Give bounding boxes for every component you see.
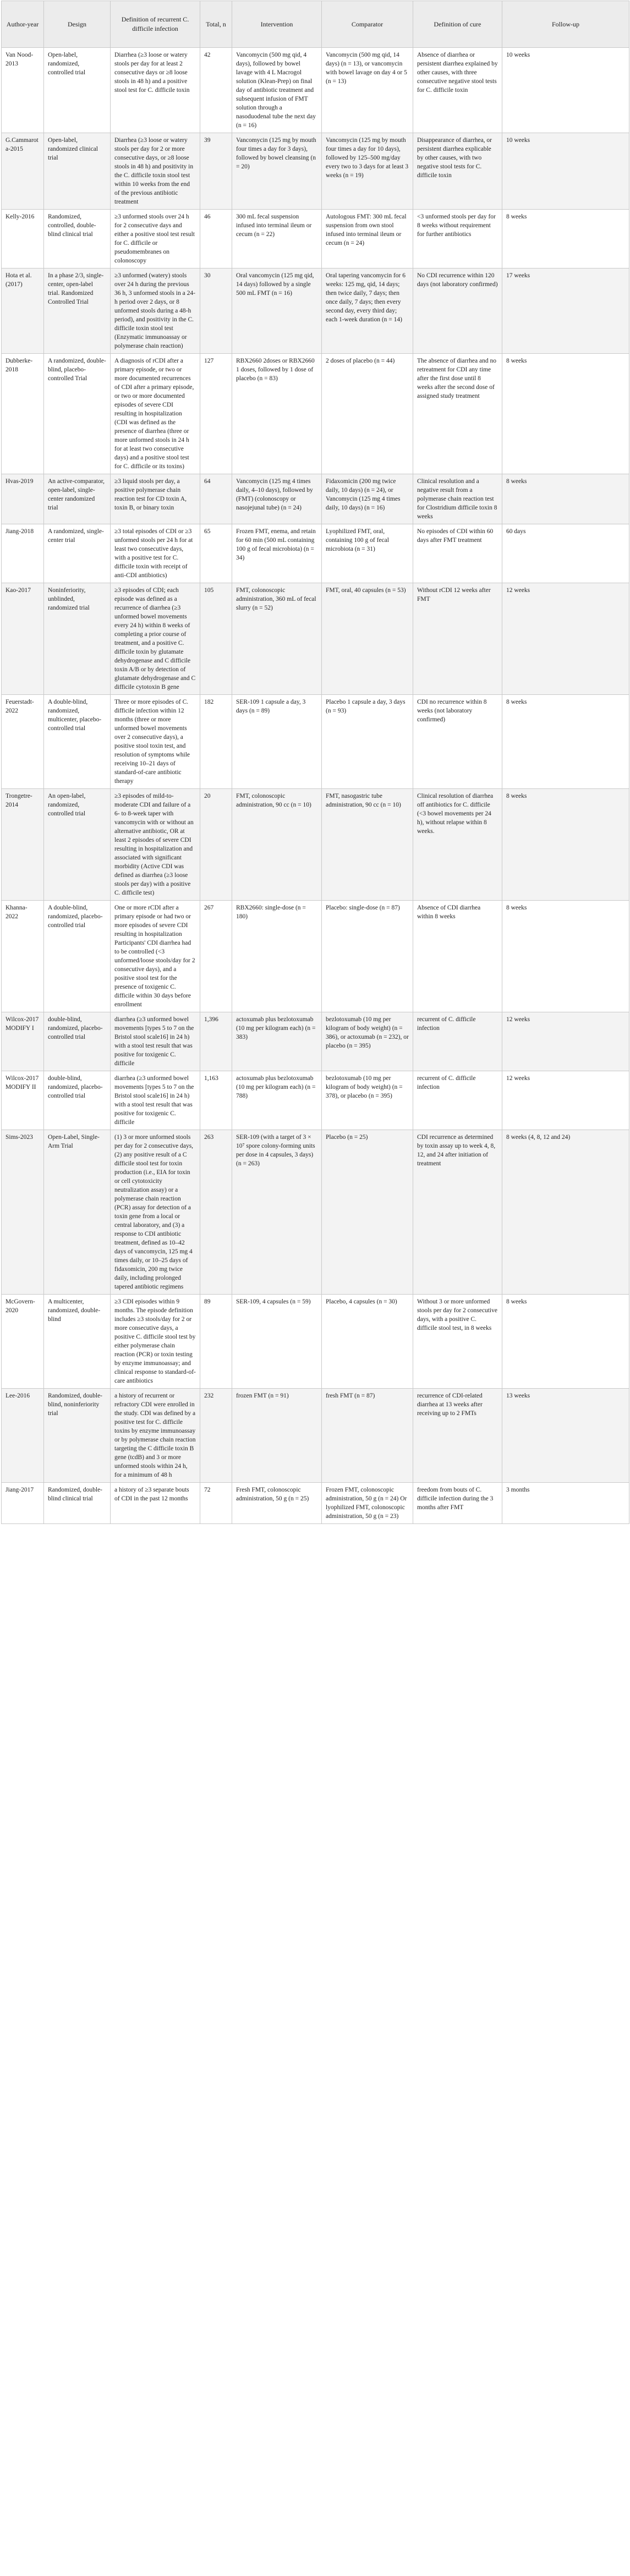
comparator-cell: Oral tapering vancomycin for 6 weeks: 125 mg, qid, 14 days; then twice daily, 7 days; then once daily, 7 days; then every second day, every third day; each 1-week duration (n = 14) bbox=[322, 268, 413, 354]
comparator-cell: Vancomycin (500 mg qid, 14 days) (n = 13), or vancomycin with bowel lavage on day 4 or 5 (n = 13) bbox=[322, 48, 413, 133]
column-header: Definition of recurrent C. difficile infection bbox=[111, 1, 200, 48]
design-cell: double-blind, randomized, placebo-controlled trial bbox=[44, 1071, 111, 1130]
cure-definition-cell: No CDI recurrence within 120 days (not laboratory confirmed) bbox=[413, 268, 502, 354]
follow-up-cell: 8 weeks bbox=[502, 1295, 629, 1389]
total-cell: 89 bbox=[200, 1295, 232, 1389]
intervention-cell: RBX2660 2doses or RBX2660 1 doses, followed by 1 dose of placebo (n = 83) bbox=[232, 354, 322, 474]
comparator-cell: Placebo: single-dose (n = 87) bbox=[322, 901, 413, 1012]
cure-definition-cell: The absence of diarrhea and no retreatment for CDI any time after the first dose until 8 weeks after the second dose of assigned study treatment bbox=[413, 354, 502, 474]
follow-up-cell: 12 weeks bbox=[502, 1071, 629, 1130]
total-cell: 1,396 bbox=[200, 1012, 232, 1071]
cure-definition-cell: Without rCDI 12 weeks after FMT bbox=[413, 583, 502, 695]
intervention-cell: FMT, colonoscopic administration, 360 mL of fecal slurry (n = 52) bbox=[232, 583, 322, 695]
column-header: Total, n bbox=[200, 1, 232, 48]
table-row bbox=[2, 695, 629, 789]
header-row bbox=[2, 1, 629, 48]
total-cell: 1,163 bbox=[200, 1071, 232, 1130]
table-row bbox=[2, 789, 629, 901]
table-row bbox=[2, 133, 629, 210]
author-year-cell: Feuerstadt-2022 bbox=[2, 695, 44, 789]
author-year-cell: Wilcox-2017 MODIFY I bbox=[2, 1012, 44, 1071]
follow-up-cell: 17 weeks bbox=[502, 268, 629, 354]
definition-cell: Diarrhea (≥3 loose or watery stools per day for at least 2 consecutive days or ≥8 loose stools in 48 h) and a positive stool test for C. difficile toxin bbox=[111, 48, 200, 133]
column-header: Author-year bbox=[2, 1, 44, 48]
definition-cell: diarrhea (≥3 unformed bowel movements [types 5 to 7 on the Bristol stool scale16] in 24 h) with a stool test result that was positive for toxigenic C. difficile bbox=[111, 1012, 200, 1071]
table-row bbox=[2, 901, 629, 1012]
cure-definition-cell: recurrence of CDI-related diarrhea at 13 weeks after receiving up to 2 FMTs bbox=[413, 1389, 502, 1483]
cure-definition-cell: freedom from bouts of C. difficile infection during the 3 months after FMT bbox=[413, 1483, 502, 1524]
design-cell: In a phase 2/3, single-center, open-label trial. Randomized Controlled Trial bbox=[44, 268, 111, 354]
cure-definition-cell: recurrent of C. difficile infection bbox=[413, 1012, 502, 1071]
follow-up-cell: 8 weeks bbox=[502, 901, 629, 1012]
cure-definition-cell: No episodes of CDI within 60 days after FMT treatment bbox=[413, 524, 502, 583]
design-cell: Randomized, double-blind, noninferiority trial bbox=[44, 1389, 111, 1483]
intervention-cell: RBX2660: single-dose (n = 180) bbox=[232, 901, 322, 1012]
definition-cell: ≥3 liquid stools per day, a positive polymerase chain reaction test for CD toxin A, toxin B, or binary toxin bbox=[111, 474, 200, 524]
author-year-cell: Hota et al. (2017) bbox=[2, 268, 44, 354]
comparator-cell: fresh FMT (n = 87) bbox=[322, 1389, 413, 1483]
total-cell: 46 bbox=[200, 210, 232, 268]
total-cell: 42 bbox=[200, 48, 232, 133]
cure-definition-cell: Clinical resolution and a negative result from a polymerase chain reaction test for Clostridium difficile toxin 8 weeks bbox=[413, 474, 502, 524]
definition-cell: (1) 3 or more unformed stools per day for 2 consecutive days, (2) any positive result of a C difficile stool test for toxin production (i.e., EIA for toxin or cell cytotoxicity neutralization assay) or a polymerase chain reaction (PCR) assay for detection of a toxin gene from a local or central laboratory, and (3) a response to CDI antibiotic treatment, defined as 10–42 days of vancomycin, 125 mg 4 times daily, or 10–25 days of fidaxomicin, 200 mg twice daily, including prolonged tapered antibiotic regimens bbox=[111, 1130, 200, 1295]
total-cell: 39 bbox=[200, 133, 232, 210]
intervention-cell: FMT, colonoscopic administration, 90 cc (n = 10) bbox=[232, 789, 322, 901]
definition-cell: A diagnosis of rCDI after a primary episode, or two or more documented recurrences of CDI after a primary episode, or two or more documented episodes of severe CDI resulting in hospitalization (CDI was defined as the presence of diarrhea (three or more unformed stools in 24 h for at least two consecutive days) and a positive stool test for C. difficile or its toxins) bbox=[111, 354, 200, 474]
definition-cell: a history of ≥3 separate bouts of CDI in the past 12 months bbox=[111, 1483, 200, 1524]
comparator-cell: Lyophilized FMT, oral, containing 100 g of fecal microbiota (n = 31) bbox=[322, 524, 413, 583]
cure-definition-cell: recurrent of C. difficile infection bbox=[413, 1071, 502, 1130]
table-row bbox=[2, 1295, 629, 1389]
intervention-cell: SER-109, 4 capsules (n = 59) bbox=[232, 1295, 322, 1389]
design-cell: Open-label, randomized clinical trial bbox=[44, 133, 111, 210]
table-row bbox=[2, 1071, 629, 1130]
cure-definition-cell: Absence of diarrhea or persistent diarrhea explained by other causes, with three consecutive negative stool tests for C. difficile toxin bbox=[413, 48, 502, 133]
cure-definition-cell: CDI recurrence as determined by toxin assay up to week 4, 8, 12, and 24 after initiation of treatment bbox=[413, 1130, 502, 1295]
intervention-cell: Fresh FMT, colonoscopic administration, 50 g (n = 25) bbox=[232, 1483, 322, 1524]
author-year-cell: Jiang-2018 bbox=[2, 524, 44, 583]
studies-table bbox=[1, 1, 629, 1524]
cure-definition-cell: Clinical resolution of diarrhea off antibiotics for C. difficile (<3 bowel movements per 24 h), without relapse within 8 weeks. bbox=[413, 789, 502, 901]
author-year-cell: Wilcox-2017 MODIFY II bbox=[2, 1071, 44, 1130]
intervention-cell: Vancomycin (500 mg qid, 4 days), followed by bowel lavage with 4 L Macrogol solution (Klean-Prep) on final day of antibiotic treatment and subsequent infusion of FMT solution through a nasoduodenal tube the next day (n = 16) bbox=[232, 48, 322, 133]
definition-cell: ≥3 total episodes of CDI or ≥3 unformed stools per 24 h for at least two consecutive days, with a positive test for C. difficile toxin with receipt of anti-CDI antibiotics) bbox=[111, 524, 200, 583]
definition-cell: One or more rCDI after a primary episode or had two or more episodes of severe CDI resulting in hospitalization Participants' CDI diarrhea had to be controlled (<3 unformed/loose stools/day for 2 consecutive days), and a positive stool test for the presence of toxigenic C. difficile within 30 days before enrollment bbox=[111, 901, 200, 1012]
total-cell: 72 bbox=[200, 1483, 232, 1524]
comparator-cell: FMT, oral, 40 capsules (n = 53) bbox=[322, 583, 413, 695]
cure-definition-cell: <3 unformed stools per day for 8 weeks without requirement for further antibiotics bbox=[413, 210, 502, 268]
definition-cell: Diarrhea (≥3 loose or watery stools per day for 2 or more consecutive days, or ≥8 loose stools in 48 h) and positivity in the C. difficile toxin stool test within 10 weeks from the end of the previous antibiotic treatment bbox=[111, 133, 200, 210]
author-year-cell: Jiang-2017 bbox=[2, 1483, 44, 1524]
follow-up-cell: 8 weeks bbox=[502, 354, 629, 474]
column-header: Definition of cure bbox=[413, 1, 502, 48]
design-cell: double-blind, randomized, placebo-controlled trial bbox=[44, 1012, 111, 1071]
design-cell: An active-comparator, open-label, single-center randomized trial bbox=[44, 474, 111, 524]
definition-cell: ≥3 unformed (watery) stools over 24 h during the previous 36 h, 3 unformed stools in a 24-h period over 2 days, or 8 unformed stools during a 48-h period), and positivity in the C. difficile toxin stool test (Enzymatic immunoassay or polymerase chain reaction) bbox=[111, 268, 200, 354]
comparator-cell: bezlotoxumab (10 mg per kilogram of body weight) (n = 386), or actoxumab (n = 232), or placebo (n = 395) bbox=[322, 1012, 413, 1071]
definition-cell: ≥3 CDI episodes within 9 months. The episode definition includes ≥3 stools/day for 2 or more consecutive days, a positive C. difficile stool test by either polymerase chain reaction (PCR) or toxin testing by enzyme immunoassay; and clinical response to standard-of-care antibiotics bbox=[111, 1295, 200, 1389]
intervention-cell: Oral vancomycin (125 mg qid, 14 days) followed by a single 500 mL FMT (n = 16) bbox=[232, 268, 322, 354]
author-year-cell: McGovern-2020 bbox=[2, 1295, 44, 1389]
table-row bbox=[2, 1483, 629, 1524]
table-row bbox=[2, 583, 629, 695]
column-header: Follow-up bbox=[502, 1, 629, 48]
total-cell: 263 bbox=[200, 1130, 232, 1295]
definition-cell: ≥3 unformed stools over 24 h for 2 consecutive days and either a positive stool test result for C. difficile or pseudomembranes on colonoscopy bbox=[111, 210, 200, 268]
author-year-cell: Sims-2023 bbox=[2, 1130, 44, 1295]
column-header: Intervention bbox=[232, 1, 322, 48]
design-cell: Noninferiority, unblinded, randomized trial bbox=[44, 583, 111, 695]
design-cell: An open-label, randomized, controlled trial bbox=[44, 789, 111, 901]
comparator-cell: FMT, nasogastric tube administration, 90 cc (n = 10) bbox=[322, 789, 413, 901]
total-cell: 105 bbox=[200, 583, 232, 695]
follow-up-cell: 3 months bbox=[502, 1483, 629, 1524]
comparator-cell: Fidaxomicin (200 mg twice daily, 10 days) (n = 24), or Vancomycin (125 mg 4 times daily, 10 days) (n = 16) bbox=[322, 474, 413, 524]
table-row bbox=[2, 1012, 629, 1071]
intervention-cell: Vancomycin (125 mg 4 times daily, 4–10 days), followed by (FMT) (colonoscopy or nasojejunal tube) (n = 24) bbox=[232, 474, 322, 524]
design-cell: Open-label, randomized, controlled trial bbox=[44, 48, 111, 133]
cure-definition-cell: Disappearance of diarrhea, or persistent diarrhea explicable by other causes, with two negative stool tests for C. difficile toxin bbox=[413, 133, 502, 210]
intervention-cell: Vancomycin (125 mg by mouth four times a day for 3 days), followed by bowel cleansing (n = 20) bbox=[232, 133, 322, 210]
cure-definition-cell: Absence of CDI diarrhea within 8 weeks bbox=[413, 901, 502, 1012]
comparator-cell: bezlotoxumab (10 mg per kilogram of body weight) (n = 378), or placebo (n = 395) bbox=[322, 1071, 413, 1130]
author-year-cell: Lee-2016 bbox=[2, 1389, 44, 1483]
column-header: Comparator bbox=[322, 1, 413, 48]
intervention-cell: SER-109 1 capsule a day, 3 days (n = 89) bbox=[232, 695, 322, 789]
table-header bbox=[2, 1, 629, 48]
table-row bbox=[2, 524, 629, 583]
table-row bbox=[2, 210, 629, 268]
design-cell: A multicenter, randomized, double-blind bbox=[44, 1295, 111, 1389]
definition-cell: ≥3 episodes of CDI; each episode was defined as a recurrence of diarrhea (≥3 unformed bowel movements every 24 h) within 8 weeks of completing a prior course of treatment, and a positive C. difficile toxin by glutamate dehydrogenase and C difficile toxin A/B or by detection of glutamate dehydrogenase and C difficile cytotoxin B gene bbox=[111, 583, 200, 695]
total-cell: 267 bbox=[200, 901, 232, 1012]
comparator-cell: Autologous FMT: 300 mL fecal suspension from own stool infused into terminal ileum or cecum (n = 24) bbox=[322, 210, 413, 268]
column-header: Design bbox=[44, 1, 111, 48]
total-cell: 182 bbox=[200, 695, 232, 789]
author-year-cell: Kao-2017 bbox=[2, 583, 44, 695]
follow-up-cell: 13 weeks bbox=[502, 1389, 629, 1483]
author-year-cell: Van Nood-2013 bbox=[2, 48, 44, 133]
design-cell: Randomized, double-blind clinical trial bbox=[44, 1483, 111, 1524]
definition-cell: ≥3 episodes of mild-to-moderate CDI and failure of a 6- to 8-week taper with vancomycin with or without an alternative antibiotic, OR at least 2 episodes of severe CDI resulting in hospitalization and associated with significant morbidity (Active CDI was defined as diarrhea (≥3 loose stools per day) with a positive C. difficile test) bbox=[111, 789, 200, 901]
comparator-cell: Vancomycin (125 mg by mouth four times a day for 10 days), followed by 125–500 mg/day every two to 3 days for at least 3 weeks (n = 19) bbox=[322, 133, 413, 210]
follow-up-cell: 10 weeks bbox=[502, 133, 629, 210]
table-row bbox=[2, 268, 629, 354]
author-year-cell: Kelly-2016 bbox=[2, 210, 44, 268]
intervention-cell: 300 mL fecal suspension infused into terminal ileum or cecum (n = 22) bbox=[232, 210, 322, 268]
follow-up-cell: 12 weeks bbox=[502, 1012, 629, 1071]
design-cell: A randomized, double-blind, placebo-controlled Trial bbox=[44, 354, 111, 474]
follow-up-cell: 8 weeks bbox=[502, 210, 629, 268]
table-row bbox=[2, 474, 629, 524]
design-cell: A double-blind, randomized, multicenter, placebo-controlled trial bbox=[44, 695, 111, 789]
table-row bbox=[2, 1130, 629, 1295]
author-year-cell: Khanna-2022 bbox=[2, 901, 44, 1012]
comparator-cell: Placebo (n = 25) bbox=[322, 1130, 413, 1295]
intervention-cell: frozen FMT (n = 91) bbox=[232, 1389, 322, 1483]
total-cell: 64 bbox=[200, 474, 232, 524]
intervention-cell: actoxumab plus bezlotoxumab (10 mg per kilogram each) (n = 383) bbox=[232, 1012, 322, 1071]
cure-definition-cell: Without 3 or more unformed stools per day for 2 consecutive days, with a positive C. difficile stool test, in 8 weeks bbox=[413, 1295, 502, 1389]
author-year-cell: Dubberke-2018 bbox=[2, 354, 44, 474]
intervention-cell: Frozen FMT, enema, and retain for 60 min (500 mL containing 100 g of fecal microbiota) (n = 34) bbox=[232, 524, 322, 583]
follow-up-cell: 8 weeks bbox=[502, 695, 629, 789]
design-cell: A double-blind, randomized, placebo-controlled trial bbox=[44, 901, 111, 1012]
follow-up-cell: 10 weeks bbox=[502, 48, 629, 133]
design-cell: A randomized, single-center trial bbox=[44, 524, 111, 583]
author-year-cell: Trongetre-2014 bbox=[2, 789, 44, 901]
author-year-cell: G.Cammarota-2015 bbox=[2, 133, 44, 210]
definition-cell: diarrhea (≥3 unformed bowel movements [types 5 to 7 on the Bristol stool scale16] in 24 h) with a stool test result that was positive for toxigenic C. difficile bbox=[111, 1071, 200, 1130]
total-cell: 232 bbox=[200, 1389, 232, 1483]
comparator-cell: Frozen FMT, colonoscopic administration, 50 g (n = 24) Or lyophilized FMT, colonoscopic administration, 50 g (n = 23) bbox=[322, 1483, 413, 1524]
definition-cell: a history of recurrent or refractory CDI were enrolled in the study. CDI was defined by a positive test for C. difficile toxins by enzyme immunoassay or by polymerase chain reaction targeting the C difficile toxin B gene (tcdB) and 3 or more unformed stools within 24 h, for a minimum of 48 h bbox=[111, 1389, 200, 1483]
total-cell: 127 bbox=[200, 354, 232, 474]
author-year-cell: Hvas-2019 bbox=[2, 474, 44, 524]
table-row bbox=[2, 354, 629, 474]
comparator-cell: 2 doses of placebo (n = 44) bbox=[322, 354, 413, 474]
definition-cell: Three or more episodes of C. difficile infection within 12 months (three or more unformed bowel movements over 2 consecutive days), a positive stool toxin test, and resolution of symptoms while receiving 10–21 days of standard-of-care antibiotic therapy bbox=[111, 695, 200, 789]
table-row bbox=[2, 1389, 629, 1483]
follow-up-cell: 8 weeks (4, 8, 12 and 24) bbox=[502, 1130, 629, 1295]
follow-up-cell: 12 weeks bbox=[502, 583, 629, 695]
comparator-cell: Placebo 1 capsule a day, 3 days (n = 93) bbox=[322, 695, 413, 789]
design-cell: Randomized, controlled, double-blind clinical trial bbox=[44, 210, 111, 268]
follow-up-cell: 8 weeks bbox=[502, 474, 629, 524]
table-row bbox=[2, 48, 629, 133]
follow-up-cell: 8 weeks bbox=[502, 789, 629, 901]
total-cell: 20 bbox=[200, 789, 232, 901]
comparator-cell: Placebo, 4 capsules (n = 30) bbox=[322, 1295, 413, 1389]
design-cell: Open-Label, Single-Arm Trial bbox=[44, 1130, 111, 1295]
follow-up-cell: 60 days bbox=[502, 524, 629, 583]
total-cell: 65 bbox=[200, 524, 232, 583]
intervention-cell: SER-109 (with a target of 3 × 10⁷ spore colony-forming units per dose in 4 capsules, 3 days) (n = 263) bbox=[232, 1130, 322, 1295]
table-body bbox=[2, 48, 629, 1524]
total-cell: 30 bbox=[200, 268, 232, 354]
cure-definition-cell: CDI no recurrence within 8 weeks (not laboratory confirmed) bbox=[413, 695, 502, 789]
intervention-cell: actoxumab plus bezlotoxumab (10 mg per kilogram each) (n = 788) bbox=[232, 1071, 322, 1130]
